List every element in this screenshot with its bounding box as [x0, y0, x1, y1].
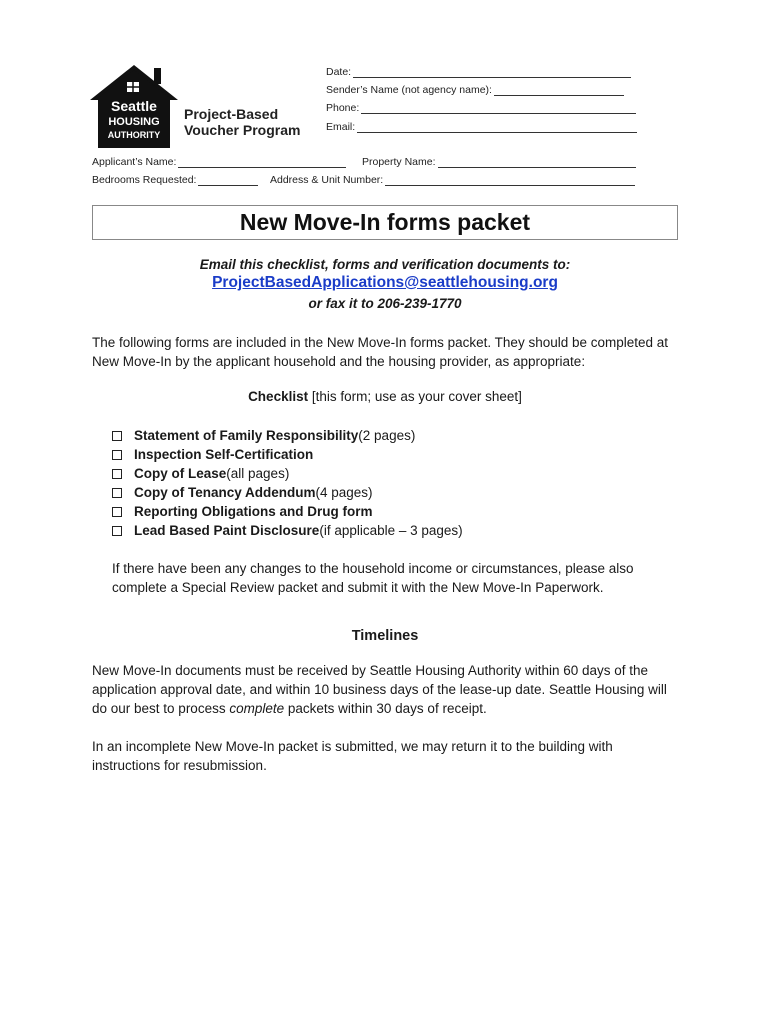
list-item — [112, 483, 373, 502]
program-name — [184, 106, 300, 138]
item-label: Inspection Self-Certification — [134, 447, 314, 462]
item-note: (all pages) — [226, 466, 290, 481]
timelines-emphasis: complete — [229, 701, 285, 716]
email-link[interactable]: ProjectBasedApplications@seattlehousing.org — [212, 274, 558, 291]
email-label: Email: — [326, 121, 356, 133]
sender-field[interactable] — [326, 84, 624, 96]
checkbox[interactable] — [112, 526, 122, 536]
list-item — [112, 445, 313, 464]
bedrooms-label: Bedrooms Requested: — [92, 174, 197, 186]
timelines-text-2: packets within 30 days of receipt. — [284, 701, 487, 716]
address-line[interactable] — [385, 174, 635, 186]
phone-label: Phone: — [326, 102, 360, 114]
logo-org-line1: Seattle — [111, 98, 157, 114]
bedrooms-line[interactable] — [198, 174, 258, 186]
logo-org-line3: AUTHORITY — [107, 130, 161, 140]
changes-note: If there have been any changes to the household income or circumstances, please also complete a Special Review packet and submit it with the New Move-In Paperwork. — [112, 561, 634, 595]
item-label: Statement of Family Responsibility — [134, 428, 359, 443]
checklist-header-rest: [this form; use as your cover sheet] — [308, 389, 522, 404]
list-item — [112, 426, 415, 445]
timelines-text-1: New Move-In documents must be received by Seattle Housing Authority within 60 days of the application approval date, and within 10 business days of the lease-up date. Seattle Housing will do our best to process — [92, 663, 667, 716]
item-label: Reporting Obligations and Drug form — [134, 504, 373, 519]
email-instruction: Email this checklist, forms and verification documents to: — [199, 257, 571, 272]
address-field[interactable] — [270, 174, 635, 186]
address-label: Address & Unit Number: — [270, 174, 384, 186]
resubmission-paragraph: In an incomplete New Move-In packet is submitted, we may return it to the building with instructions for resubmission. — [92, 739, 613, 773]
phone-field[interactable] — [326, 102, 636, 114]
property-field[interactable] — [362, 156, 636, 168]
program-line1: Project-Based — [184, 106, 279, 122]
item-label: Copy of Lease — [134, 466, 227, 481]
house-chimney — [154, 68, 161, 84]
list-item — [112, 502, 373, 521]
sender-line[interactable] — [494, 84, 624, 96]
date-label: Date: — [326, 66, 352, 78]
item-label: Lead Based Paint Disclosure — [134, 523, 320, 538]
logo-org-line2: HOUSING — [108, 116, 160, 128]
checkbox[interactable] — [112, 450, 122, 460]
program-line2: Voucher Program — [184, 122, 301, 138]
checkbox[interactable] — [112, 488, 122, 498]
checklist-header-bold: Checklist — [248, 389, 309, 404]
list-item — [112, 521, 463, 540]
property-label: Property Name: — [362, 156, 436, 168]
checkbox[interactable] — [112, 469, 122, 479]
date-field[interactable] — [326, 66, 631, 78]
item-label: Copy of Tenancy Addendum — [134, 485, 316, 500]
intro-paragraph: The following forms are included in the New Move-In forms packet. They should be completed at New Move-In by the applicant household and the housing provider, as appropriate: — [92, 335, 669, 369]
phone-line[interactable] — [361, 102, 636, 114]
item-note: (2 pages) — [358, 428, 416, 443]
list-item — [112, 464, 289, 483]
applicant-label: Applicant’s Name: — [92, 156, 177, 168]
page-title: New Move-In forms packet — [92, 205, 678, 240]
bedrooms-field[interactable] — [92, 174, 258, 186]
checklist-header — [0, 389, 770, 404]
applicant-line[interactable] — [178, 156, 346, 168]
item-note: (if applicable – 3 pages) — [319, 523, 463, 538]
email-field[interactable] — [326, 121, 637, 133]
property-line[interactable] — [438, 156, 636, 168]
checkbox[interactable] — [112, 507, 122, 517]
fax-line: or fax it to 206-239-1770 — [308, 296, 462, 311]
item-note: (4 pages) — [315, 485, 373, 500]
date-line[interactable] — [353, 66, 631, 78]
sender-label: Sender’s Name (not agency name): — [326, 84, 492, 96]
checkbox[interactable] — [112, 431, 122, 441]
timelines-heading: Timelines — [351, 628, 419, 644]
applicant-field[interactable] — [92, 156, 346, 168]
email-line[interactable] — [357, 121, 637, 133]
timelines-paragraph — [92, 661, 677, 718]
